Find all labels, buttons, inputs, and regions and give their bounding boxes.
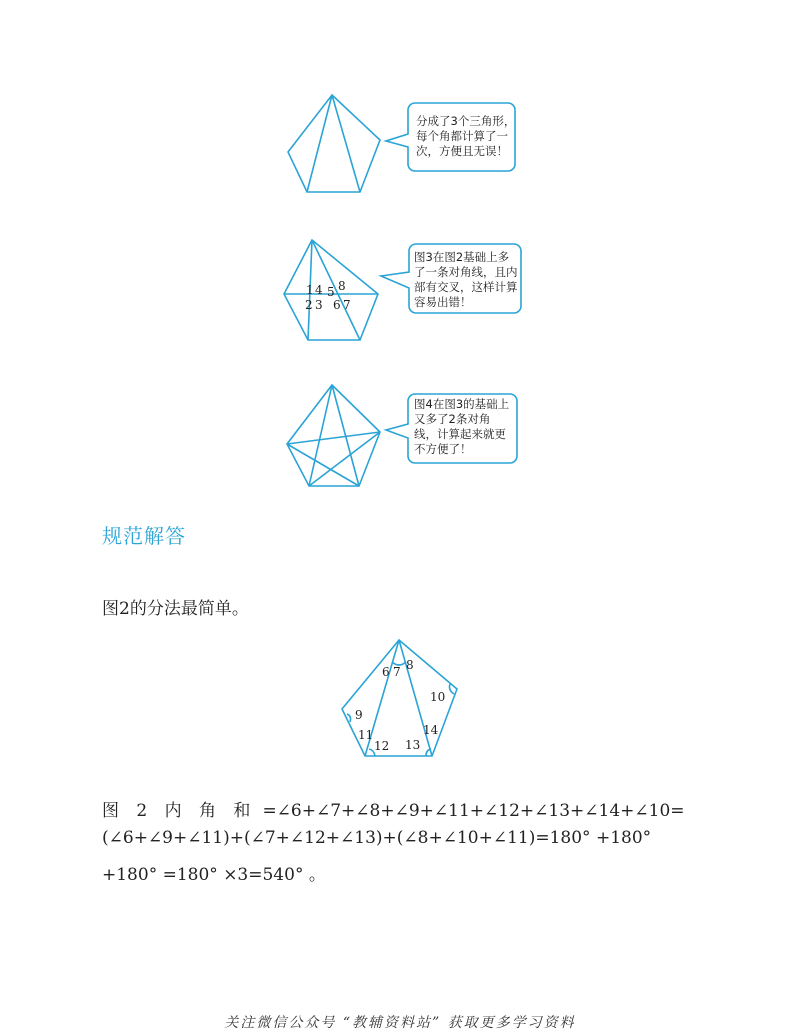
equation-label: 图 2 内 角 和 (102, 801, 257, 821)
angle-label: 1 (306, 283, 314, 297)
equation-line (102, 796, 685, 821)
footer-note: 关注微信公众号 “教辅资料站” 获取更多学习资料 (224, 1015, 576, 1031)
fig2-caption: 分成了3个三角形，每个角都计算了一次，方便且无误！ (416, 114, 516, 158)
angle-label: 13 (405, 738, 421, 752)
answer-statement: 图2的分法最简单。 (102, 599, 249, 619)
angle-label: 7 (343, 298, 351, 312)
angle-label: 4 (315, 283, 323, 297)
fig4-caption: 图4在图3的基础上又多了2条对角线，计算起来就更不方便了！ (414, 397, 510, 456)
equation-line: (∠6+∠9+∠11)+(∠7+∠12+∠13)+(∠8+∠10+∠11)=180° +180° (102, 828, 652, 848)
angle-label: 7 (393, 665, 401, 679)
angle-label: 6 (333, 298, 341, 312)
angle-label: 11 (358, 728, 374, 742)
fig3-caption: 图3在图2基础上多了一条对角线，且内部有交叉，这样计算容易出错！ (414, 250, 518, 309)
angle-label: 12 (374, 739, 390, 753)
angle-label: 5 (327, 285, 335, 299)
angle-label: 8 (338, 279, 346, 293)
angle-label: 8 (406, 658, 414, 672)
angle-label: 14 (423, 723, 439, 737)
angle-label: 2 (305, 298, 313, 312)
angle-label: 6 (382, 665, 390, 679)
angle-label: 3 (315, 298, 323, 312)
section-title: 规范解答 (102, 524, 186, 548)
equation-line: +180° =180° ×3=540° 。 (102, 865, 326, 885)
equation-expression: =∠6+∠7+∠8+∠9+∠11+∠12+∠13+∠14+∠10= (262, 801, 685, 821)
angle-label: 10 (430, 690, 446, 704)
angle-label: 9 (355, 708, 363, 722)
